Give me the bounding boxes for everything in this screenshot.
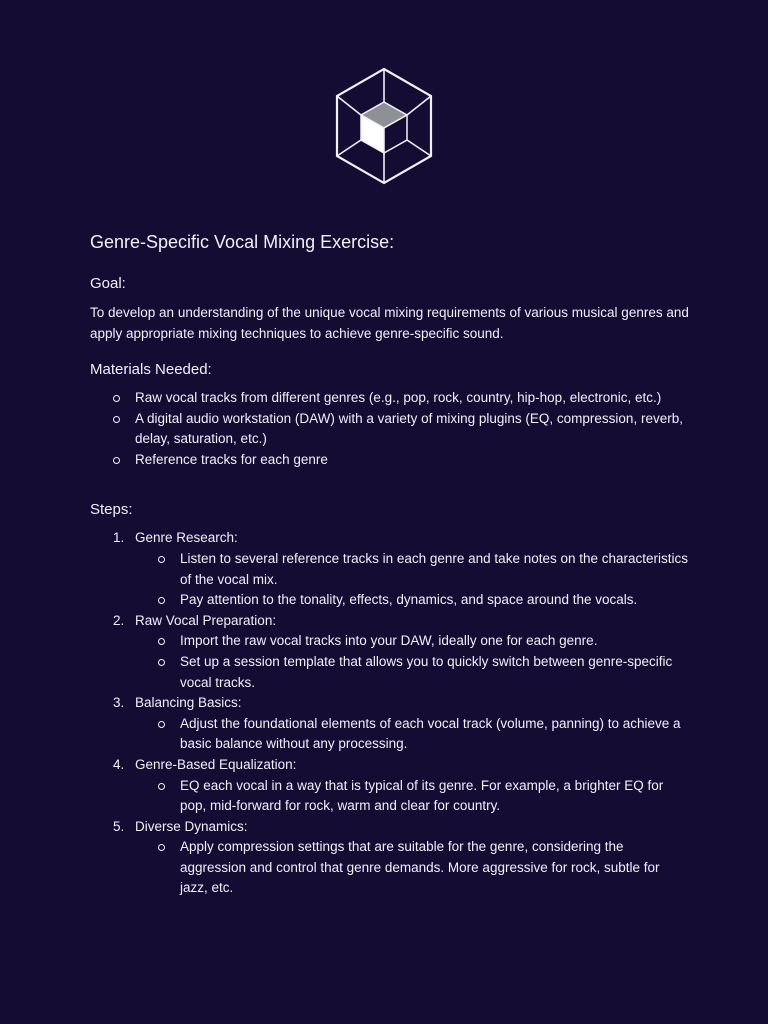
goal-text: To develop an understanding of the unique vocal mixing requirements of various musical genres and apply appropriate mixing techniques to achieve genre-specific sound. bbox=[90, 305, 689, 341]
step-label: Diverse Dynamics: bbox=[135, 818, 248, 834]
steps-list bbox=[90, 528, 690, 899]
step-item bbox=[113, 755, 690, 817]
materials-list bbox=[90, 388, 690, 470]
step-number: 3. bbox=[113, 695, 125, 711]
step-number: 5. bbox=[113, 818, 125, 834]
step-sublist bbox=[135, 631, 690, 693]
step-item bbox=[113, 693, 690, 755]
cube-hexagon-icon bbox=[329, 64, 439, 188]
list-item: Adjust the foundational elements of each vocal track (volume, panning) to achieve a basic balance without any processing. bbox=[180, 714, 690, 755]
goal-heading: Goal: bbox=[90, 275, 126, 292]
step-item bbox=[113, 528, 690, 610]
step-label: Raw Vocal Preparation: bbox=[135, 612, 277, 628]
list-item: Raw vocal tracks from different genres (e.g., pop, rock, country, hip-hop, electronic, etc.) bbox=[135, 388, 690, 409]
step-number: 1. bbox=[113, 530, 125, 546]
step-item bbox=[113, 817, 690, 899]
list-item: Reference tracks for each genre bbox=[135, 450, 690, 471]
step-number: 2. bbox=[113, 612, 125, 628]
step-sublist bbox=[135, 776, 690, 817]
materials-heading: Materials Needed: bbox=[90, 361, 212, 378]
step-label: Genre Research: bbox=[135, 530, 238, 546]
list-item: Set up a session template that allows you to quickly switch between genre-specific vocal tracks. bbox=[180, 652, 690, 693]
step-label: Balancing Basics: bbox=[135, 695, 242, 711]
list-item: Apply compression settings that are suitable for the genre, considering the aggression and control that genre demands. More aggressive for rock, subtle for jazz, etc. bbox=[180, 837, 690, 899]
list-item: Import the raw vocal tracks into your DAW, ideally one for each genre. bbox=[180, 631, 690, 652]
steps-heading: Steps: bbox=[90, 501, 133, 519]
step-number: 4. bbox=[113, 756, 125, 772]
step-sublist bbox=[135, 837, 690, 899]
step-sublist bbox=[135, 549, 690, 611]
list-item: EQ each vocal in a way that is typical of its genre. For example, a brighter EQ for pop, mid-forward for rock, warm and clear for country. bbox=[180, 776, 690, 817]
list-item: A digital audio workstation (DAW) with a variety of mixing plugins (EQ, compression, reverb, delay, saturation, etc.) bbox=[135, 409, 690, 450]
step-label: Genre-Based Equalization: bbox=[135, 756, 297, 772]
document-content bbox=[90, 230, 690, 899]
step-sublist bbox=[135, 714, 690, 755]
page-title: Genre-Specific Vocal Mixing Exercise: bbox=[90, 232, 395, 252]
step-item bbox=[113, 611, 690, 693]
list-item: Pay attention to the tonality, effects, dynamics, and space around the vocals. bbox=[180, 590, 690, 611]
list-item: Listen to several reference tracks in each genre and take notes on the characteristics of the vocal mix. bbox=[180, 549, 690, 590]
logo bbox=[0, 64, 768, 188]
